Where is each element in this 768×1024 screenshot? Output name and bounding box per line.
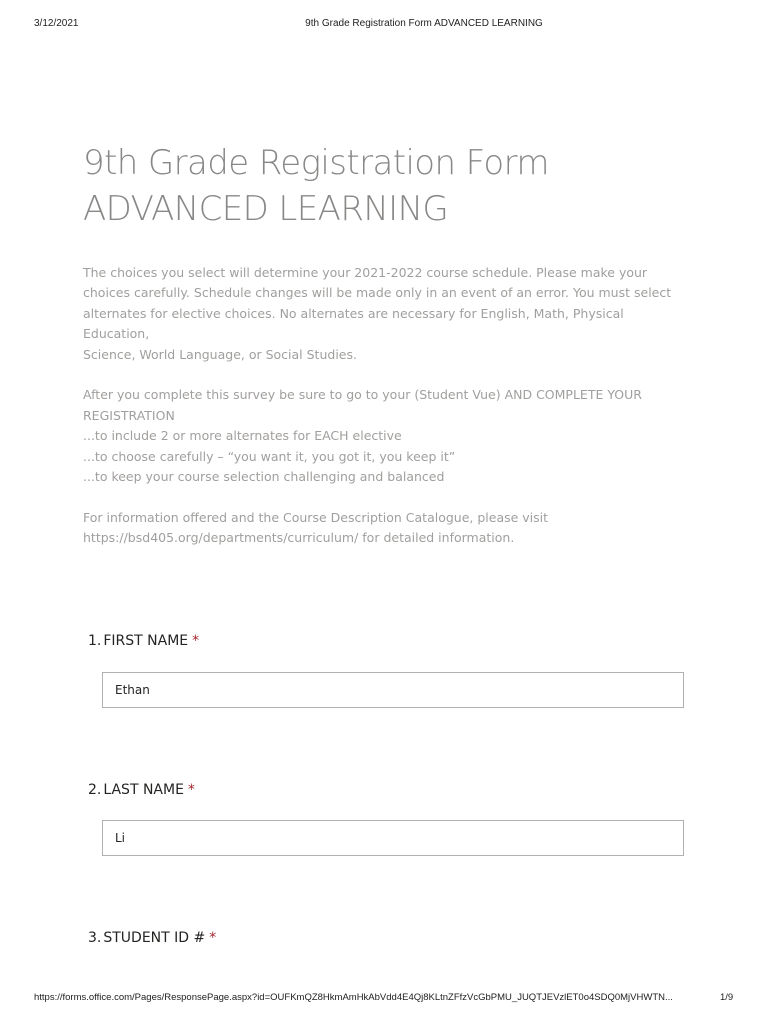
form-title [83, 140, 703, 232]
last-name-field-box [102, 820, 684, 856]
question-number: 3. [88, 930, 102, 946]
form-description [83, 263, 693, 569]
description-paragraph-3: For information offered and the Course Description Catalogue, please visit https://bsd405.org/departments/curriculum/ for detailed information. [83, 509, 549, 546]
question-label: FIRST NAME [103, 633, 189, 649]
required-asterisk: * [187, 782, 195, 798]
print-date: 3/12/2021 [34, 18, 79, 29]
question-number: 1. [88, 633, 102, 649]
question-label: LAST NAME [103, 782, 184, 798]
print-page-number: 1/9 [720, 992, 734, 1003]
question-first-name [88, 630, 688, 652]
first-name-input[interactable] [103, 673, 683, 707]
question-last-name [88, 779, 688, 801]
question-number: 2. [88, 782, 102, 798]
question-label: STUDENT ID # [103, 930, 206, 946]
question-title [88, 630, 688, 652]
description-paragraph-2: After you complete this survey be sure to go to your (Student Vue) AND COMPLETE YOUR REGISTRATION ...to include 2 or more alternates for EACH elective ...to choose carefully – “you want it, you got it, you keep it” ...to keep your course selection challenging and balanced [83, 387, 642, 485]
required-asterisk: * [192, 633, 200, 649]
question-title [88, 927, 688, 949]
print-doc-title: 9th Grade Registration Form ADVANCED LEARNING [305, 18, 543, 29]
question-student-id [88, 927, 688, 949]
form-title-line-2: ADVANCED LEARNING [83, 189, 449, 229]
description-paragraph-1: The choices you select will determine your 2021-2022 course schedule. Please make your choices carefully. Schedule changes will be made only in an event of an error. You must select alternates for elective choices. No alternates are necessary for English, Math, Physical Education, Science, World Language, or Social Studies. [83, 265, 672, 362]
form-title-line-1: 9th Grade Registration Form [83, 143, 549, 183]
print-footer-url: https://forms.office.com/Pages/ResponsePage.aspx?id=OUFKmQZ8HkmAmHkAbVdd4E4Qj8KLtnZFfzVcGbPMU_JUQTJEVzlET0o4SDQ0MjVHWTN... [34, 992, 673, 1003]
first-name-field-box [102, 672, 684, 708]
print-footer [0, 992, 768, 1006]
question-title [88, 779, 688, 801]
print-header [0, 18, 768, 32]
last-name-input[interactable] [103, 821, 683, 855]
required-asterisk: * [209, 930, 217, 946]
